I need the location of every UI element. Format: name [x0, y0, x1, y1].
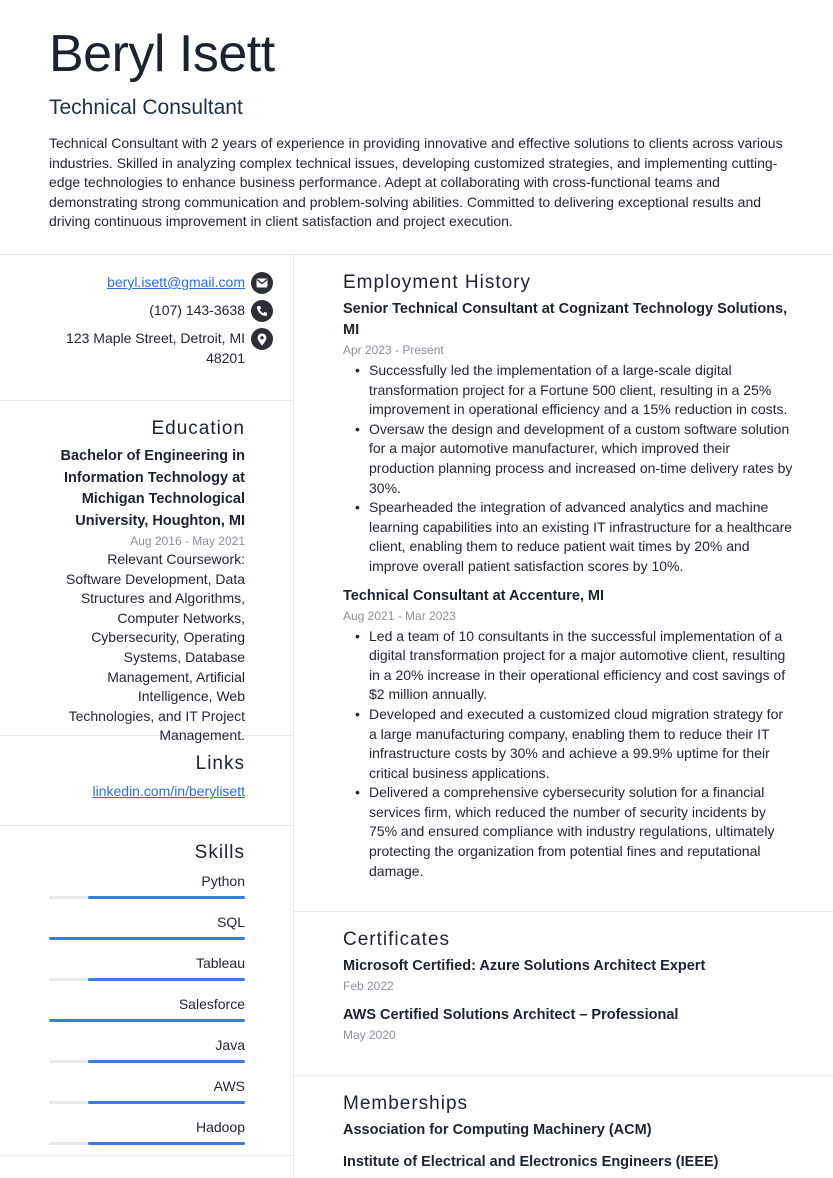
- email-link[interactable]: beryl.isett@gmail.com: [107, 274, 245, 290]
- certificate-entry: [343, 956, 793, 995]
- candidate-name: Beryl Isett: [49, 25, 275, 83]
- skills-section: [49, 842, 245, 1158]
- skill-name: SQL: [216, 914, 245, 930]
- memberships-list: [343, 1120, 793, 1173]
- certificate-name: Microsoft Certified: Azure Solutions Architect Expert: [343, 958, 706, 974]
- membership-name: Association for Computing Machinery (ACM): [343, 1122, 652, 1138]
- job-dates: Apr 2023 - Present: [343, 343, 444, 357]
- right-divider-certificates: [293, 1075, 833, 1076]
- skill-name: Tableau: [195, 955, 245, 971]
- right-divider-employment: [293, 911, 833, 912]
- skill-item: [49, 1035, 245, 1063]
- job-bullet: • Oversaw the design and development of a custom software solution for a major automotive manufacturer, which improved their production planning process and increased on-time delivery rates by 30%.: [355, 420, 793, 498]
- certificates-section: [343, 929, 793, 1044]
- skill-level-bar: [49, 978, 245, 981]
- left-divider-contact: [0, 400, 293, 401]
- job-entry: [343, 586, 793, 882]
- job-title: Technical Consultant at Accenture, MI: [343, 587, 605, 604]
- skill-name: Java: [215, 1037, 245, 1053]
- job-entry: [343, 299, 793, 577]
- certificate-name: AWS Certified Solutions Architect – Professional: [343, 1007, 679, 1023]
- phone-icon: [251, 300, 273, 322]
- candidate-role: Technical Consultant: [49, 96, 243, 119]
- linkedin-link[interactable]: linkedin.com/in/berylisett: [92, 783, 245, 799]
- employment-section: [343, 272, 793, 881]
- memberships-heading: Memberships: [343, 1093, 469, 1114]
- job-title: Senior Technical Consultant at Cognizant Technology Solutions, MI: [343, 301, 788, 338]
- skill-level-fill: [88, 1060, 245, 1063]
- links-section: [49, 753, 245, 801]
- header-divider: [0, 254, 833, 255]
- skills-heading: Skills: [194, 842, 245, 863]
- skill-level-bar: [49, 1060, 245, 1063]
- job-bullet: • Successfully led the implementation of a large-scale digital transformation project for a Fortune 500 client, resulting in a 25% improvement in operational efficiency and a 15% reduction in costs.: [355, 361, 793, 420]
- left-divider-links: [0, 825, 293, 826]
- skill-level-fill: [88, 896, 245, 899]
- skill-level-fill: [88, 1101, 245, 1104]
- links-heading: Links: [195, 753, 245, 774]
- memberships-section: [343, 1093, 793, 1173]
- skill-level-bar: [49, 1142, 245, 1145]
- skill-name: Python: [201, 873, 245, 889]
- resume-header: [49, 22, 809, 232]
- profile-summary: Technical Consultant with 2 years of experience in providing innovative and effective solutions to clients across various industries. Skilled in analyzing complex technical issues, developing customized strategies, and implementing cutting-edge technologies to enhance business performance. Adept at collaborating with cross-functional teams and demonstrating strong communication and problem-solving abilities. Committed to delivering exceptional results and driving continuous improvement in client satisfaction and project execution.: [49, 135, 783, 230]
- skill-name: AWS: [213, 1078, 245, 1094]
- education-degree: Bachelor of Engineering in Information Technology at Michigan Technological University, Houghton, MI: [60, 448, 245, 529]
- skill-item: [49, 912, 245, 940]
- education-description: Relevant Coursework: Software Development, Data Structures and Algorithms, Computer Networks, Cybersecurity, Operating Systems, Database Management, Artificial Intelligence, Web Technologies, and IT Project Management.: [66, 551, 245, 744]
- certificate-date: May 2020: [343, 1028, 396, 1042]
- skill-item: [49, 1117, 245, 1145]
- column-divider: [293, 255, 294, 1178]
- jobs-list: [343, 299, 793, 881]
- skill-level-bar: [49, 1101, 245, 1104]
- skill-level-bar: [49, 1019, 245, 1022]
- skill-item: [49, 1076, 245, 1104]
- skill-name: Hadoop: [195, 1119, 245, 1135]
- skill-level-fill: [49, 1019, 245, 1022]
- job-bullets: [355, 361, 793, 577]
- job-bullet: • Developed and executed a customized cloud migration strategy for a large manufacturing company, enabling them to reduce their IT infrastructure costs by 30% and achieve a 99.9% uptime for their critical business applications.: [355, 705, 793, 783]
- contact-email-row: [49, 272, 273, 294]
- map-pin-icon: [251, 328, 273, 350]
- envelope-icon: [251, 272, 273, 294]
- job-bullet: • Spearheaded the integration of advanced analytics and machine learning capabilities into an existing IT infrastructure for a healthcare client, enabling them to reduce patient wait times by 20% and improve overall patient satisfaction scores by 10%.: [355, 498, 793, 576]
- skills-list: [49, 871, 245, 1145]
- skill-item: [49, 871, 245, 899]
- employment-heading: Employment History: [343, 272, 531, 293]
- education-heading: Education: [151, 418, 245, 439]
- skill-level-fill: [88, 978, 245, 981]
- education-section: [49, 418, 245, 746]
- skill-level-fill: [49, 937, 245, 940]
- job-bullet: • Delivered a comprehensive cybersecurity solution for a financial services firm, which reduced the number of security incidents by 75% and ensured compliance with industry regulations, ultimately protecting the organization from potential fines and reputational damage.: [355, 783, 793, 881]
- certificates-list: [343, 956, 793, 1044]
- skill-item: [49, 994, 245, 1022]
- job-dates: Aug 2021 - Mar 2023: [343, 608, 456, 623]
- skill-item: [49, 953, 245, 981]
- skill-level-bar: [49, 937, 245, 940]
- skill-name: Salesforce: [178, 996, 245, 1012]
- job-bullets: [355, 627, 793, 882]
- certificate-entry: [343, 1005, 793, 1044]
- address: 123 Maple Street, Detroit, MI 48201: [66, 330, 245, 366]
- membership-name: Institute of Electrical and Electronics Engineers (IEEE): [343, 1154, 719, 1170]
- job-bullet: • Led a team of 10 consultants in the successful implementation of a digital transformation project for a major automotive client, resulting in a 20% increase in their operational efficiency and cost savings of $2 million annually.: [355, 627, 793, 705]
- certificates-heading: Certificates: [343, 929, 451, 950]
- contact-section: [49, 272, 273, 374]
- contact-address-row: [49, 328, 273, 368]
- certificate-date: Feb 2022: [343, 979, 394, 993]
- education-dates: Aug 2016 - May 2021: [130, 534, 245, 548]
- skill-level-bar: [49, 896, 245, 899]
- contact-phone-row: [49, 300, 273, 322]
- skill-level-fill: [88, 1142, 245, 1145]
- phone-number: (107) 143-3638: [149, 302, 245, 318]
